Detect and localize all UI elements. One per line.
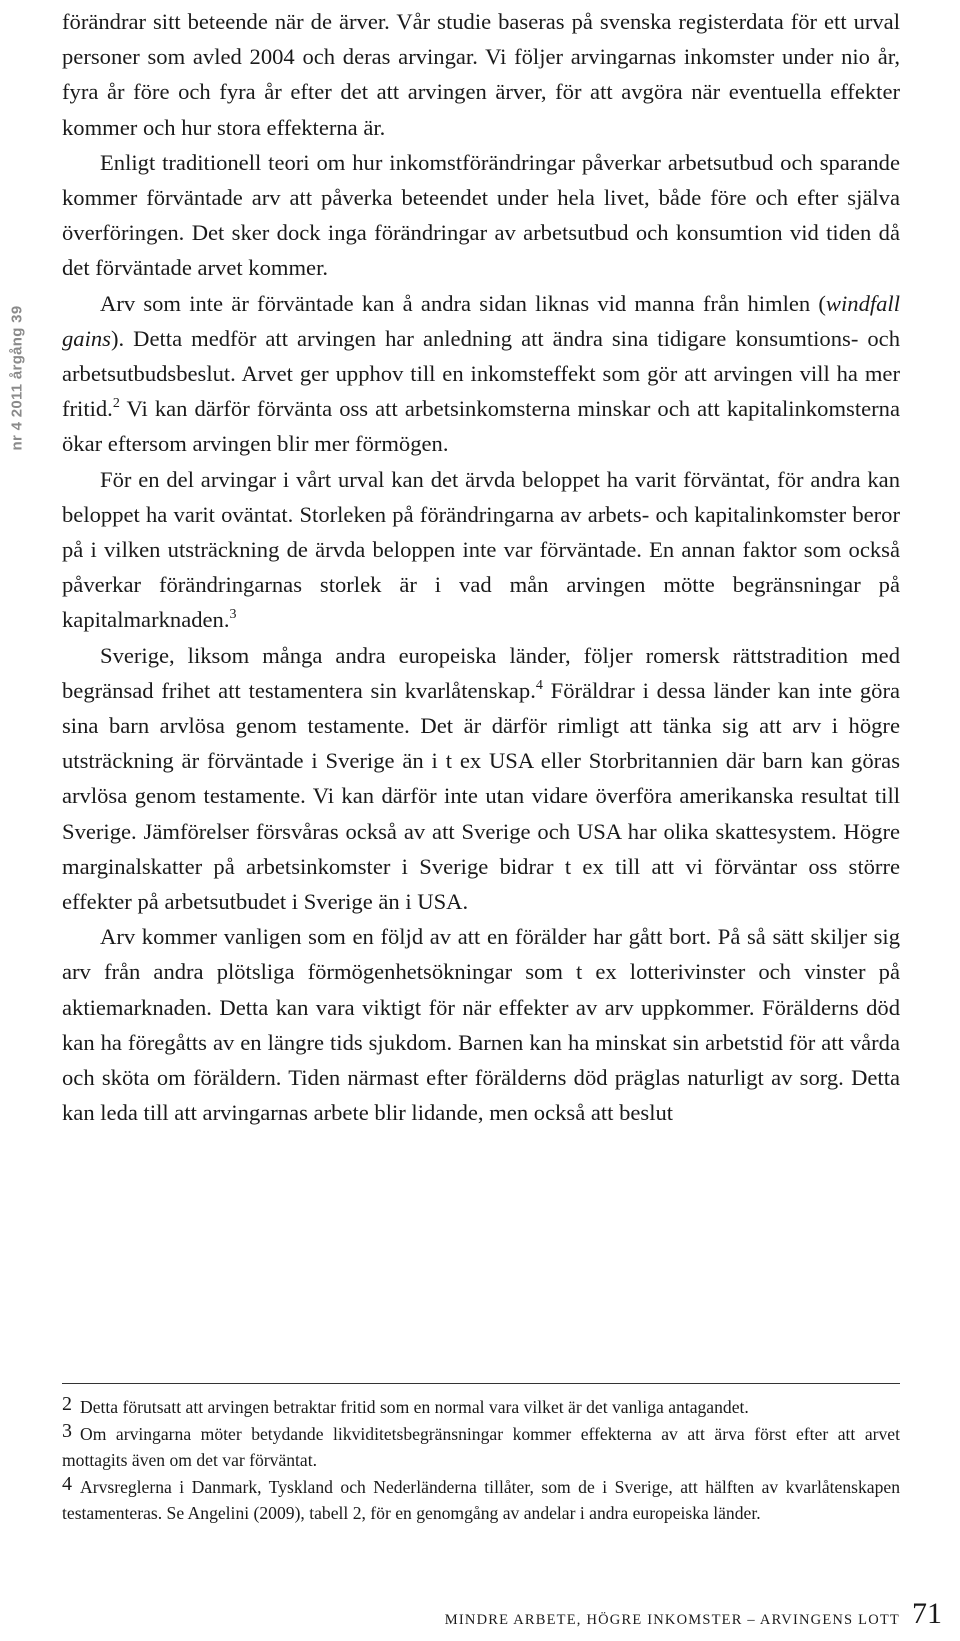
footnote bbox=[62, 1421, 900, 1474]
paragraph: Enligt traditionell teori om hur inkomstförändringar påverkar arbetsutbud och sparande kommer förväntade arv att påverka beteendet under hela livet, både före och efter själva överföringen. Det sker dock inga förändringar av arbetsutbud och konsumtion vid tiden då det förväntade arvet kommer. bbox=[62, 149, 900, 281]
footnote-text: Arvsreglerna i Danmark, Tyskland och Nederländerna tillåter, som de i Sverige, att hälften av kvarlåtenskapen testamenteras. Se Angelini (2009), tabell 2, för en genomgång av andelar i andra europeiska länder. bbox=[62, 1476, 900, 1523]
journal-issue-sidebar bbox=[2, 258, 32, 498]
italic-term: windfall gains bbox=[62, 290, 900, 351]
paragraph-text: Föräldrar i dessa länder kan inte göra sina barn arvlösa genom testamente. Det är därför rimligt att tänka sig att arv i högre utsträckning är förväntade i Sverige än i t ex USA eller Storbritannien där barn kan göras arvlösa genom testamente. Vi kan därför inte utan vidare överföra amerikanska resultat till Sverige. Jämförelser försvåras också av att Sverige och USA har olika skattesystem. Högre marginalskatter på arbetsinkomster i Sverige bidrar t ex till att vi förväntar oss större effekter på arbetsutbudet i Sverige än i USA. bbox=[62, 677, 900, 915]
running-header: MINDRE ARBETE, HÖGRE INKOMSTER – ARVINGENS LOTT bbox=[444, 1612, 900, 1628]
paragraph-text: Sverige, liksom många andra europeiska länder, följer romersk rättstradition med begränsad frihet att testamentera sin kvarlåtenskap. bbox=[62, 642, 900, 703]
footnote-ref[interactable]: 2 bbox=[112, 396, 120, 412]
paragraph-text: ). Detta medför att arvingen har anledning att ändra sina tidigare konsumtions- och arbetsutbudsbeslut. Arvet ger upphov till en inkomsteffekt som gör att arvingen vill ha mer fritid. bbox=[62, 325, 900, 422]
paragraph bbox=[62, 286, 900, 462]
footnote-text: Om arvingarna möter betydande likviditetsbegränsningar kommer effekterna av att ärva först efter att arvet mottagits även om det var förväntat. bbox=[62, 1423, 900, 1470]
journal-issue-label: nr 4 2011 årgång 39 bbox=[8, 305, 26, 451]
paragraph-text: För en del arvingar i vårt urval kan det ärvda beloppet ha varit förväntat, för andra kan beloppet ha varit oväntat. Storleken på förändringarna av arbets- och kapitalinkomster beror på i vilken utsträckning de ärvda beloppen inte var förväntade. En annan faktor som också påverkar förändringarnas storlek är i vad mån arvingen mötte begränsningar på kapitalmarknaden. bbox=[62, 466, 900, 633]
footnote bbox=[62, 1394, 900, 1421]
footnote-ref[interactable]: 4 bbox=[535, 677, 543, 693]
page-number: 71 bbox=[912, 1597, 942, 1630]
paragraph: förändrar sitt beteende när de ärver. Vår studie baseras på svenska registerdata för ett urval personer som avled 2004 och deras arvingar. Vi följer arvingarnas inkomster under nio år, fyra år före och fyra år efter det att arvingen ärver, för att avgöra när eventuella effekter kommer och hur stora effekterna är. bbox=[62, 9, 900, 140]
paragraph-text: Vi kan därför förvänta oss att arbetsinkomsterna minskar och att kapitalinkomsterna ökar eftersom arvingen blir mer förmögen. bbox=[62, 396, 900, 457]
footnote bbox=[62, 1474, 900, 1527]
article-body bbox=[62, 4, 900, 1131]
paragraph: Arv kommer vanligen som en följd av att en förälder har gått bort. På så sätt skiljer sig arv från andra plötsliga förmögenhetsökningar som t ex lotterivinster och vinster på aktiemarknaden. Detta kan vara viktigt för när effekter av arv uppkommer. Förälderns död kan ha föregåtts av en längre tids sjukdom. Barnen kan ha minskat sin arbetstid för att vårda och sköta om föräldern. Tiden närmast efter förälderns död präglas naturligt av sorg. Detta kan leda till att arvingarnas arbete blir lidande, men också att beslut bbox=[62, 924, 900, 1126]
footnote-number: 2 bbox=[62, 1393, 72, 1415]
footnote-number: 4 bbox=[62, 1472, 72, 1495]
paragraph bbox=[62, 638, 900, 920]
footnote-text: Detta förutsatt att arvingen betraktar fritid som en normal vara vilket är det vanliga antagandet. bbox=[80, 1397, 749, 1417]
footnote-number: 3 bbox=[62, 1419, 72, 1442]
paragraph-text: Arv som inte är förväntade kan å andra sidan liknas vid manna från himlen ( bbox=[100, 290, 826, 316]
footnote-ref[interactable]: 3 bbox=[229, 607, 237, 623]
footnote-divider bbox=[62, 1383, 900, 1384]
footnotes bbox=[62, 1394, 900, 1527]
paragraph bbox=[62, 462, 900, 638]
